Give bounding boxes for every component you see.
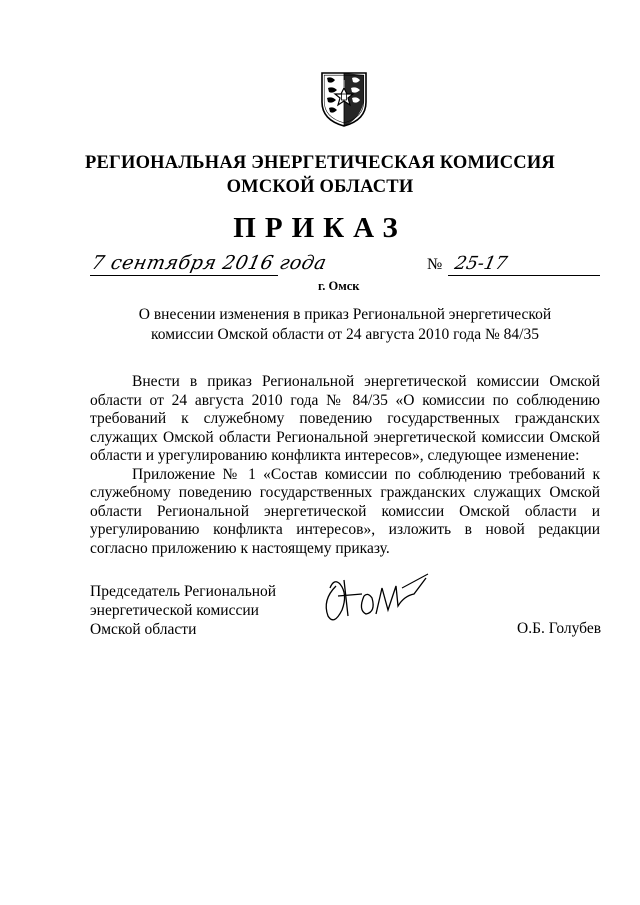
subject-line2: комиссии Омской области от 24 августа 2010 года № 84/35 — [151, 326, 539, 343]
city-label: г. Омск — [318, 279, 360, 293]
date-underline — [90, 275, 278, 276]
organization-name-line2: ОМСКОЙ ОБЛАСТИ — [226, 177, 414, 197]
signatory-position — [90, 582, 276, 639]
document-title: ПРИКАЗ — [233, 212, 407, 244]
body-paragraph-2: Приложение № 1 «Состав комиссии по соблюдению требований к служебному поведению государственных гражданских служащих Омской области Региональной энергетической комиссии Омской области и урегулированию конфликта интересов», изложить в новой редакции согласно приложению к настоящему приказу. — [90, 465, 600, 557]
subject-line1: О внесении изменения в приказ Региональной энергетической — [138, 306, 552, 323]
organization-name-line1: РЕГИОНАЛЬНАЯ ЭНЕРГЕТИЧЕСКАЯ КОМИССИЯ — [84, 153, 555, 173]
number-label: № — [427, 256, 443, 273]
handwritten-signature — [318, 566, 430, 630]
coat-of-arms-icon — [319, 70, 369, 128]
signatory-position-line2: энергетической комиссии — [90, 602, 259, 619]
document-subject — [120, 305, 570, 345]
signatory-position-line1: Председатель Региональной — [90, 583, 277, 600]
number-underline — [448, 275, 600, 276]
document-body — [90, 373, 600, 558]
body-paragraph-1: Внести в приказ Региональной энергетической комиссии Омской области от 24 августа 2010 года № 84/35 «О комиссии по соблюдению требований к служебному поведению государственных гражданских служащих Омской области Региональной энергетической комиссии Омской области и урегулированию конфликта интересов», следующее изменение: — [90, 373, 600, 464]
signatory-position-line3: Омской области — [90, 621, 197, 638]
signatory-name: О.Б. Голубев — [517, 620, 602, 637]
handwritten-date: 7 сентября 2016 года — [89, 252, 329, 274]
handwritten-number: 25-17 — [452, 253, 510, 274]
